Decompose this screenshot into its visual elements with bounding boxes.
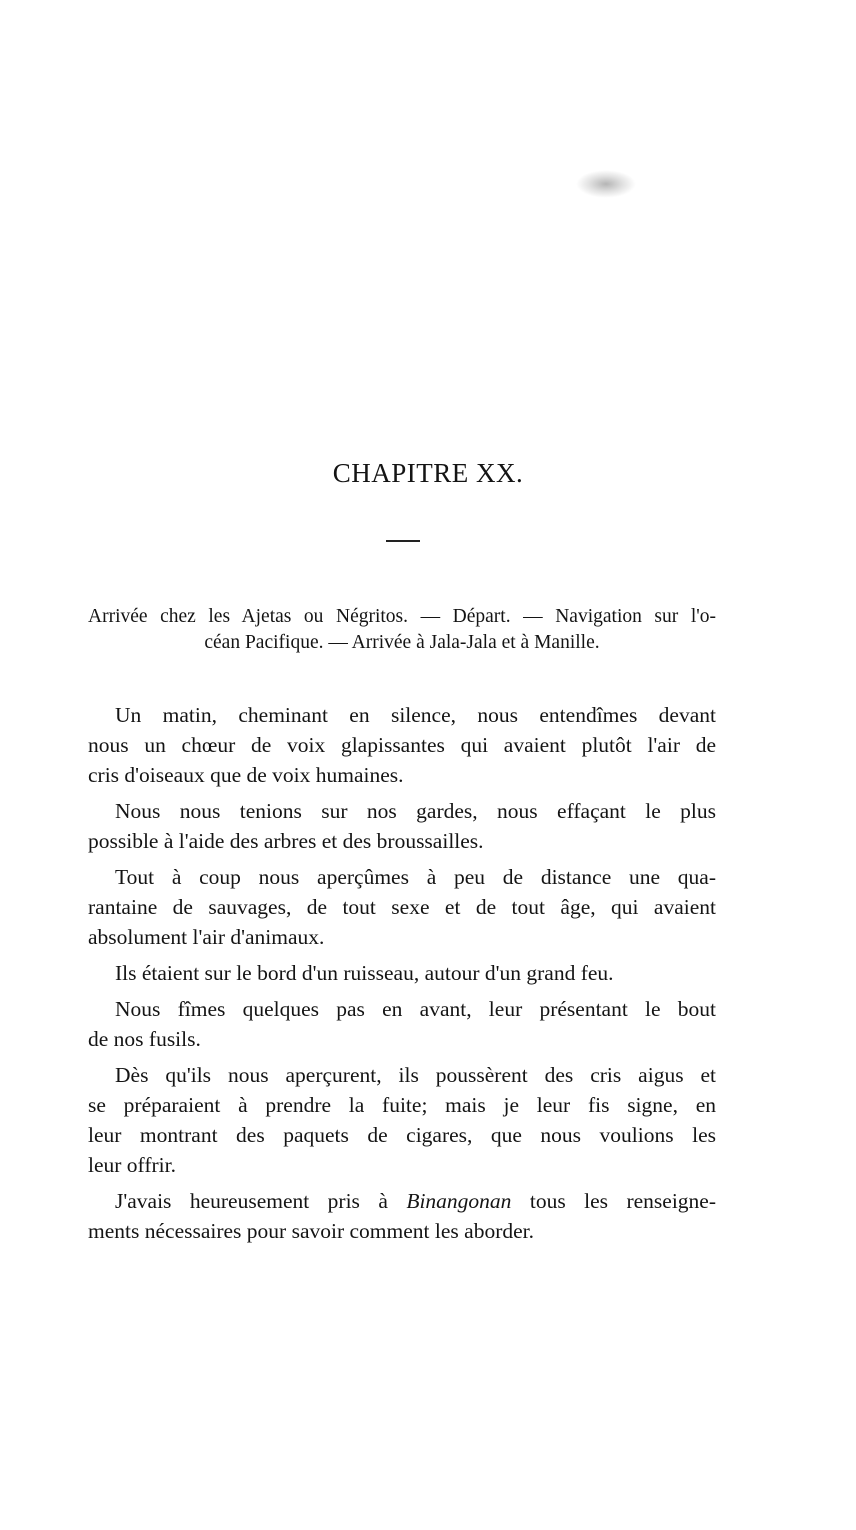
- paragraph: [88, 862, 716, 952]
- text-line: Un matin, cheminant en silence, nous entendîmes devant: [115, 703, 716, 727]
- text-line: Tout à coup nous aperçûmes à peu de distance une qua-: [115, 865, 716, 889]
- paragraph: [88, 700, 716, 790]
- paragraph: [88, 796, 716, 856]
- text-line: de nos fusils.: [88, 1027, 201, 1051]
- text-line: leur offrir.: [88, 1153, 176, 1177]
- text-line: Nous fîmes quelques pas en avant, leur présentant le bout: [115, 997, 716, 1021]
- text-line: absolument l'air d'animaux.: [88, 925, 325, 949]
- paragraph: [88, 994, 716, 1054]
- summary-line: céan Pacifique. — Arrivée à Jala-Jala et à Manille.: [204, 632, 600, 653]
- text-line: possible à l'aide des arbres et des broussailles.: [88, 829, 484, 853]
- chapter-title: CHAPITRE XX.: [332, 458, 524, 488]
- text-line: Nous nous tenions sur nos gardes, nous effaçant le plus: [115, 799, 716, 823]
- text-fragment: J'avais heureusement pris à: [115, 1189, 407, 1213]
- text-line: Ils étaient sur le bord d'un ruisseau, autour d'un grand feu.: [115, 961, 614, 985]
- text-line: nous un chœur de voix glapissantes qui avaient plutôt l'air de: [88, 733, 716, 757]
- text-line: ments nécessaires pour savoir comment les aborder.: [88, 1219, 534, 1243]
- summary-line: Arrivée chez les Ajetas ou Négritos. — Départ. — Navigation sur l'o-: [88, 606, 716, 627]
- body-text: [88, 700, 716, 1252]
- text-line: Dès qu'ils nous aperçurent, ils poussèrent des cris aigus et: [115, 1063, 716, 1087]
- chapter-summary: [88, 604, 716, 656]
- text-line: rantaine de sauvages, de tout sexe et de tout âge, qui avaient: [88, 895, 716, 919]
- text-fragment: tous les renseigne-: [511, 1189, 716, 1213]
- text-line: cris d'oiseaux que de voix humaines.: [88, 763, 404, 787]
- paragraph: [88, 1060, 716, 1180]
- text-line: [88, 1186, 716, 1216]
- scan-blemish: [576, 170, 636, 198]
- place-name: Binangonan: [406, 1189, 512, 1213]
- paragraph: [88, 1186, 716, 1246]
- text-line: leur montrant des paquets de cigares, que nous voulions les: [88, 1123, 716, 1147]
- paragraph: [88, 958, 716, 988]
- title-rule: [386, 540, 420, 542]
- text-line: se préparaient à prendre la fuite; mais je leur fis signe, en: [88, 1093, 716, 1117]
